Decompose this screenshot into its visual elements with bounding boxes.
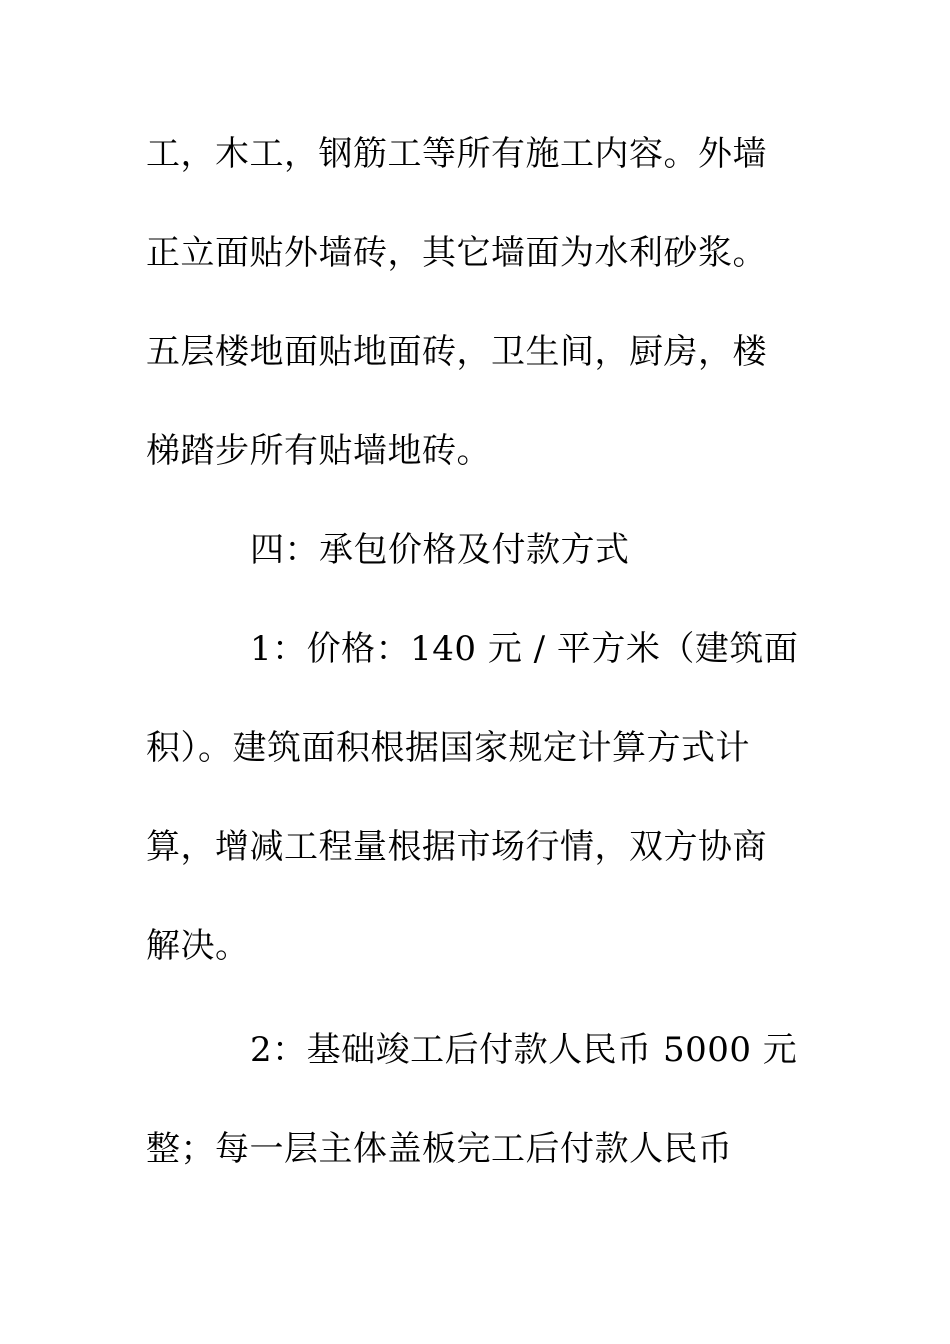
text-line-6: 1：价格：140 元 / 平方米（建筑面 [250, 629, 799, 669]
text-line-4: 梯踏步所有贴墙地砖。 [146, 431, 491, 471]
text-line-2: 正立面贴外墙砖，其它墙面为水利砂浆。 [146, 233, 767, 273]
text-line-8: 算，增减工程量根据市场行情，双方协商 [146, 827, 767, 867]
text-line-3: 五层楼地面贴地面砖，卫生间，厨房，楼 [146, 332, 767, 372]
text-line-1: 工，木工，钢筋工等所有施工内容。外墙 [146, 134, 767, 174]
text-line-10: 2：基础竣工后付款人民币 5000 元 [250, 1030, 798, 1070]
text-line-11: 整；每一层主体盖板完工后付款人民币 [146, 1129, 733, 1169]
section-heading: 四：承包价格及付款方式 [250, 530, 630, 570]
text-line-9: 解决。 [146, 926, 250, 966]
text-line-7: 积）。建筑面积根据国家规定计算方式计 [146, 728, 750, 768]
